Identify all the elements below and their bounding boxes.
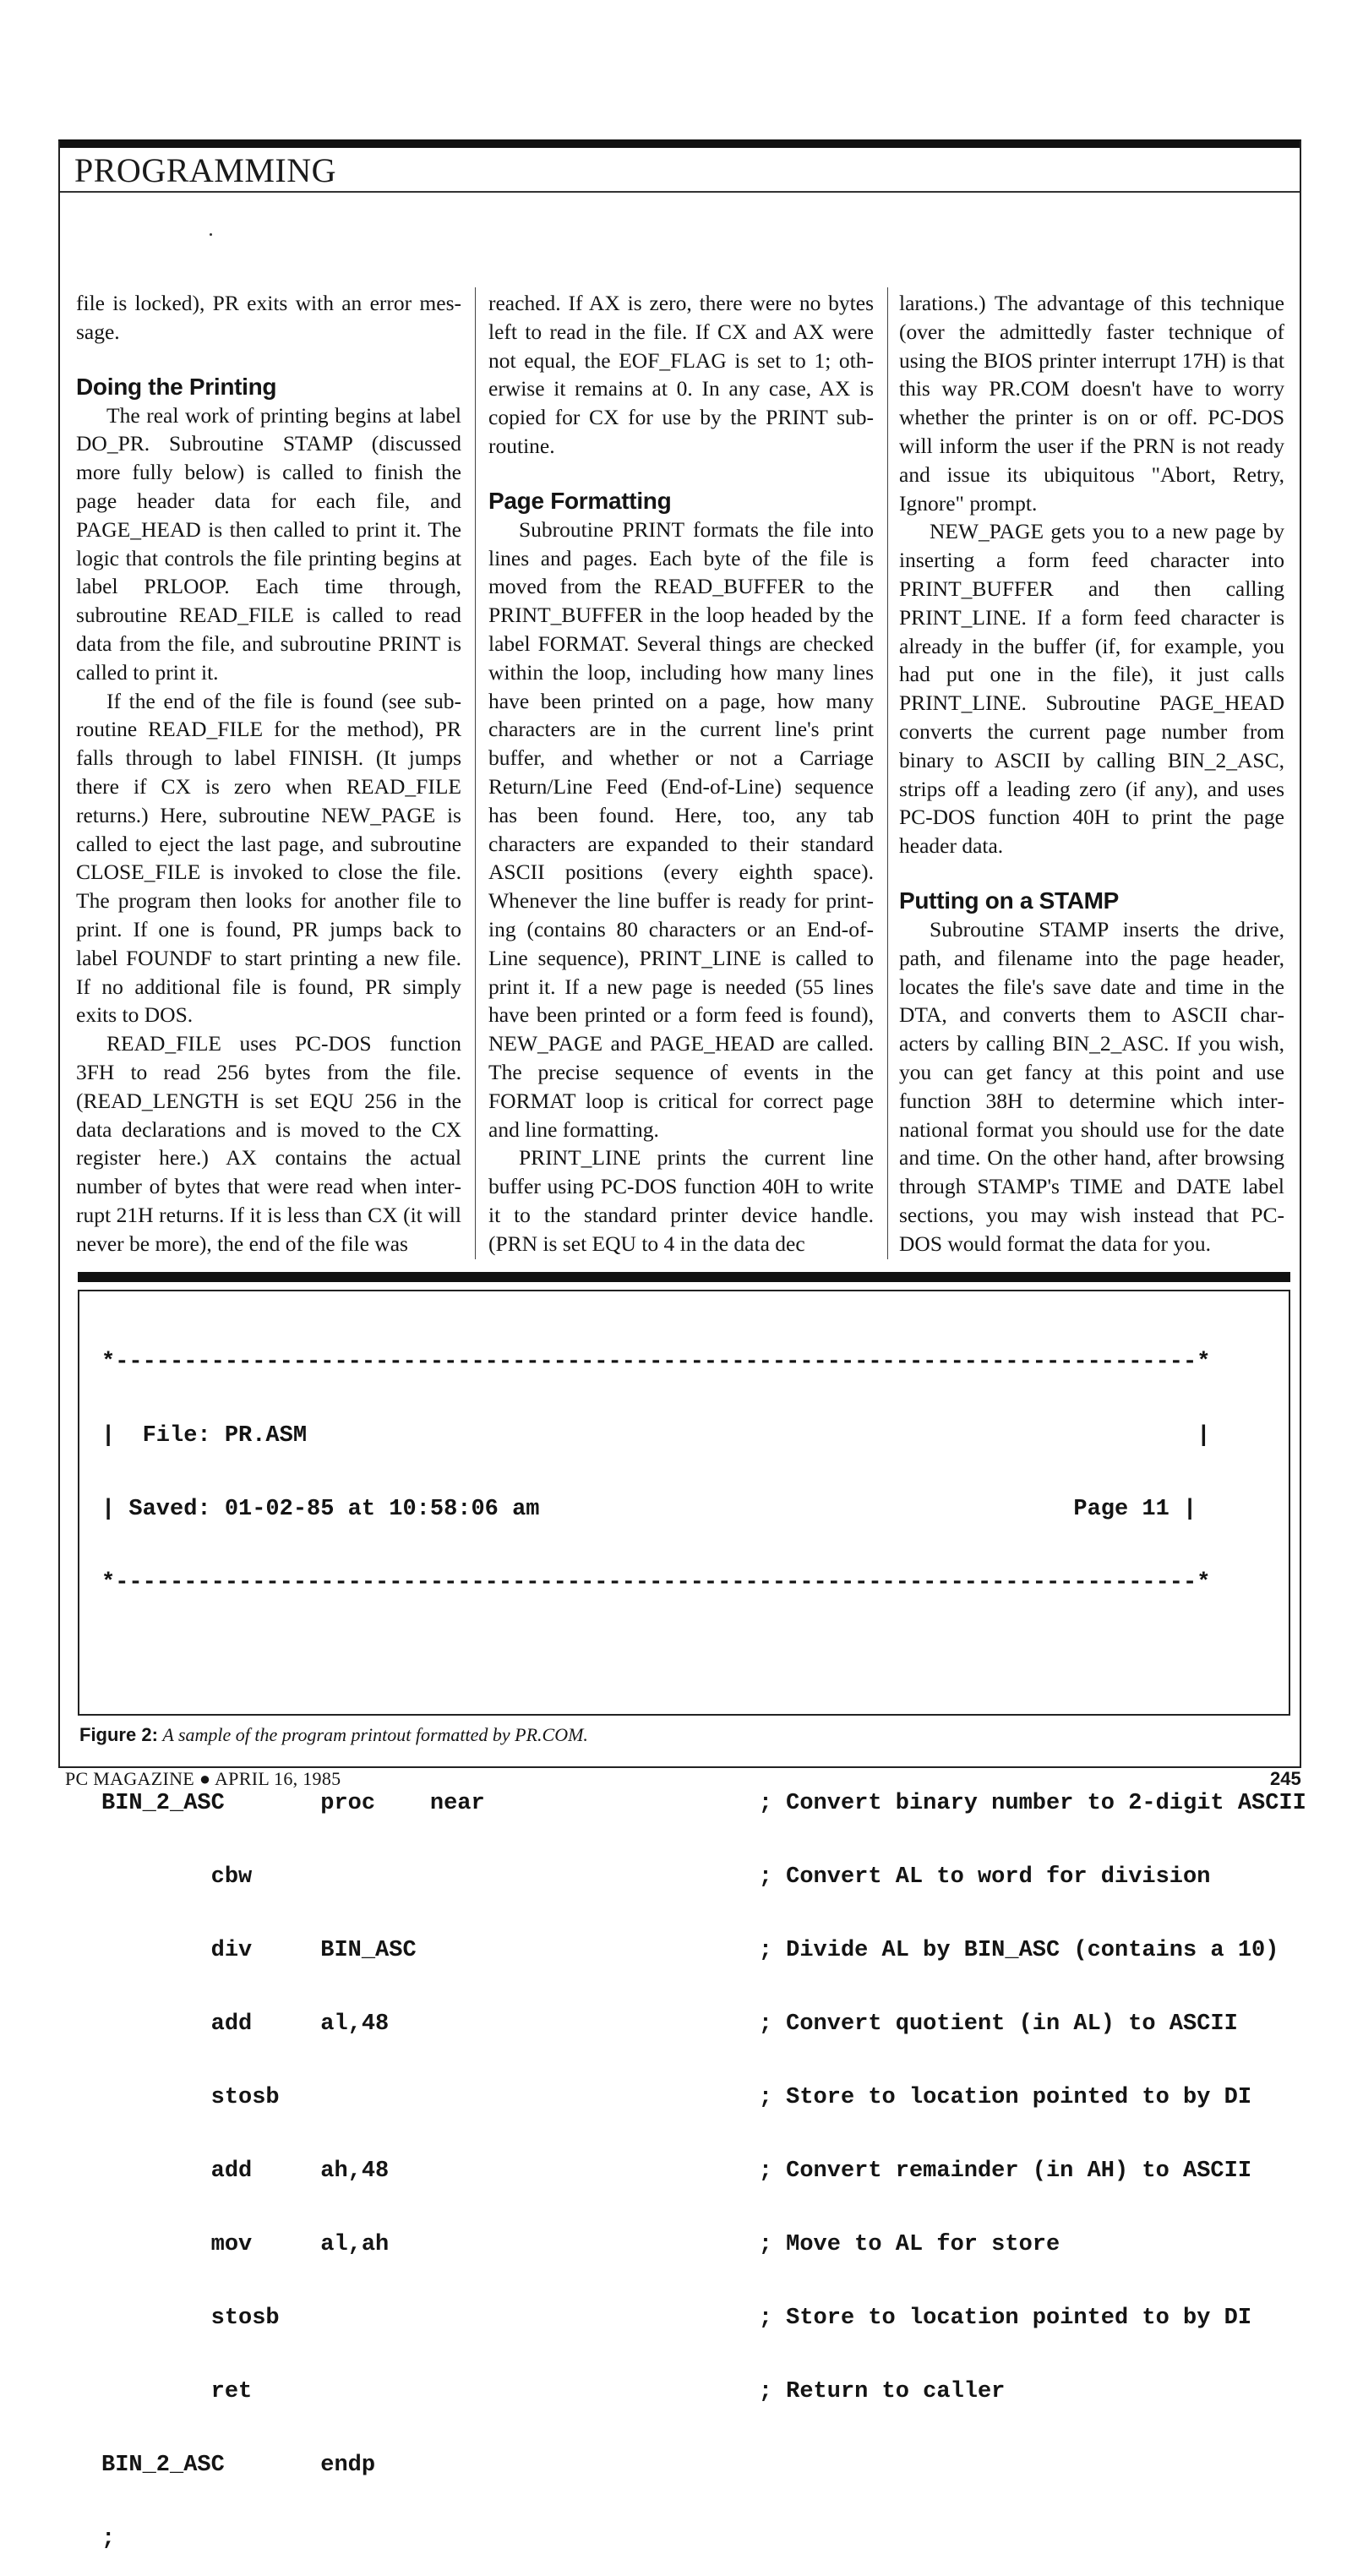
code-line: add ah,48 ; Convert remainder (in AH) to ASCII	[101, 2158, 1252, 2184]
code-line: stosb ; Store to location pointed to by DI	[101, 2306, 1252, 2331]
article-column-2	[488, 289, 874, 1261]
figure-caption	[79, 1724, 588, 1746]
stray-mark	[210, 233, 212, 236]
subheading-page-formatting: Page Formatting	[488, 487, 672, 514]
paragraph: READ_FILE uses PC-DOS function 3FH to read 256 bytes from the file. (READ_LENGTH is set EQU 256 in the data declarations and is moved to the CX register here.) AX contains the actual number of bytes that were read when interrupt 21H returns. If it is less than CX (it will never be more), the end of the file was	[76, 1031, 461, 1256]
code-line: *-------------------------------------------------------------------------------*	[101, 1570, 1211, 1596]
code-listing	[101, 1302, 1306, 2576]
paragraph: The real work of printing begins at label DO_PR. Subroutine STAMP (discussed more fully below) is called to finish the page header data for each file, and PAGE_HEAD is then called to print it. The logic that controls the file printing begins at label PRLOOP. Each time through, subroutine READ_FILE is called to read data from the file, and subroutine PRINT is called to print it.	[76, 402, 461, 685]
code-line: BIN_2_ASC proc near ; Convert binary number to 2-digit ASCII	[101, 1791, 1306, 1816]
code-line: div BIN_ASC ; Divide AL by BIN_ASC (contains a 10)	[101, 1938, 1279, 1963]
code-line	[101, 1645, 1306, 1669]
subheading-doing-the-printing: Doing the Printing	[76, 373, 277, 400]
paragraph: Subroutine PRINT formats the file into lines and pages. Each byte of the file is moved from the READ_BUFFER to the PRINT_BUFFER in the loop headed by the label FORMAT. Several things are checked within the loop, including how many lines have been printed on a page, how many characters are in the current line's print buffer, and whether or not a Carriage Return/Line Feed (End-of-Line) sequence has been found. Here, too, any tab characters are expanded to their standard ASCII positions (every eighth space). Whenever the line buffer is ready for printing (contains 80 characters or an End-of-Line sequence), PRINT_LINE is called to print it. If a new page is needed (55 lines have been printed or a form feed is found), NEW_PAGE and PAGE_HEAD are called. The precise sequence of events in the FORMAT loop is critical for correct page and line formatting.	[488, 516, 874, 1142]
paragraph: larations.) The advantage of this technique (over the admittedly faster technique of using the BIOS printer interrupt 17H) is that this way PR.COM doesn't have to worry whether the printer is on or off. PC-DOS will inform the user if the PRN is not ready and issue its ubiquitous "Abort, Retry, Ignore" prompt.	[899, 291, 1284, 516]
paragraph: file is locked), PR exits with an error message.	[76, 291, 461, 344]
code-line: BIN_2_ASC endp	[101, 2453, 376, 2478]
paragraph: PRINT_LINE prints the current line buffer using PC-DOS function 40H to write it to the standard printer device handle. (PRN is set EQU to 4 in the data dec	[488, 1145, 874, 1256]
code-line: ret ; Return to caller	[101, 2379, 1006, 2404]
article-column-1	[76, 289, 461, 1261]
caption-label: Figure 2:	[79, 1724, 158, 1745]
header-rule	[60, 191, 1300, 193]
code-line: | File: PR.ASM |	[101, 1423, 1211, 1449]
paragraph: If the end of the file is found (see subroutine READ_FILE for the method), PR falls through to label FINISH. (It jumps there if CX is zero when READ_FILE returns.) Here, subroutine NEW_PAGE is called to eject the last page, and subroutine CLOSE_FILE is invoked to close the file. The program then looks for another file to print. If one is found, PR jumps back to label FOUNDF to start printing a new file. If no additional file is found, PR simply exits to DOS.	[76, 688, 461, 1028]
code-line: *-------------------------------------------------------------------------------*	[101, 1350, 1211, 1375]
code-line: cbw ; Convert AL to word for division	[101, 1864, 1211, 1890]
code-line: add al,48 ; Convert quotient (in AL) to ASCII	[101, 2011, 1238, 2037]
column-rule	[475, 287, 476, 1259]
column-rule	[887, 287, 888, 1259]
section-title: PROGRAMMING	[74, 151, 336, 189]
caption-text: A sample of the program printout formatted by PR.COM.	[162, 1724, 588, 1745]
figure-top-bar	[78, 1272, 1290, 1282]
paragraph: Subroutine STAMP inserts the drive, path, and filename into the page header, locates the file's save date and time in the DTA, and converts them to ASCII characters by calling BIN_2_ASC. If you wish, you can get fancy at this point and use function 38H to determine which international format you should use for the date and time. On the other hand, after browsing through STAMP's TIME and DATE label sections, you may wish instead that PC-DOS would format the data for you.	[899, 916, 1284, 1256]
subheading-putting-on-a-stamp: Putting on a STAMP	[899, 887, 1120, 914]
code-line: mov al,ah ; Move to AL for store	[101, 2232, 1060, 2257]
code-line: | Saved: 01-02-85 at 10:58:06 am Page 11 |	[101, 1497, 1197, 1522]
paragraph: NEW_PAGE gets you to a new page by inserting a form feed character into PRINT_BUFFER and then calling PRINT_LINE. If a form feed character is already in the buffer (if, for example, you had put one in the file), it just calls PRINT_LINE. Subroutine PAGE_HEAD converts the current page number from binary to ASCII by calling BIN_2_ASC, strips off a leading zero (if any), and uses PC-DOS function 40H to print the page header data.	[899, 519, 1284, 859]
article-column-3	[899, 289, 1284, 1261]
paragraph: reached. If AX is zero, there were no bytes left to read in the file. If CX and AX were not equal, the EOF_FLAG is set to 1; otherwise it remains at 0. In any case, AX is copied for CX for use by the PRINT subroutine.	[488, 291, 874, 458]
code-line: ;	[101, 2526, 116, 2551]
page-number: 245	[1270, 1768, 1301, 1789]
footer-publication: PC MAGAZINE ● APRIL 16, 1985	[65, 1768, 341, 1789]
code-line: stosb ; Store to location pointed to by DI	[101, 2085, 1252, 2110]
